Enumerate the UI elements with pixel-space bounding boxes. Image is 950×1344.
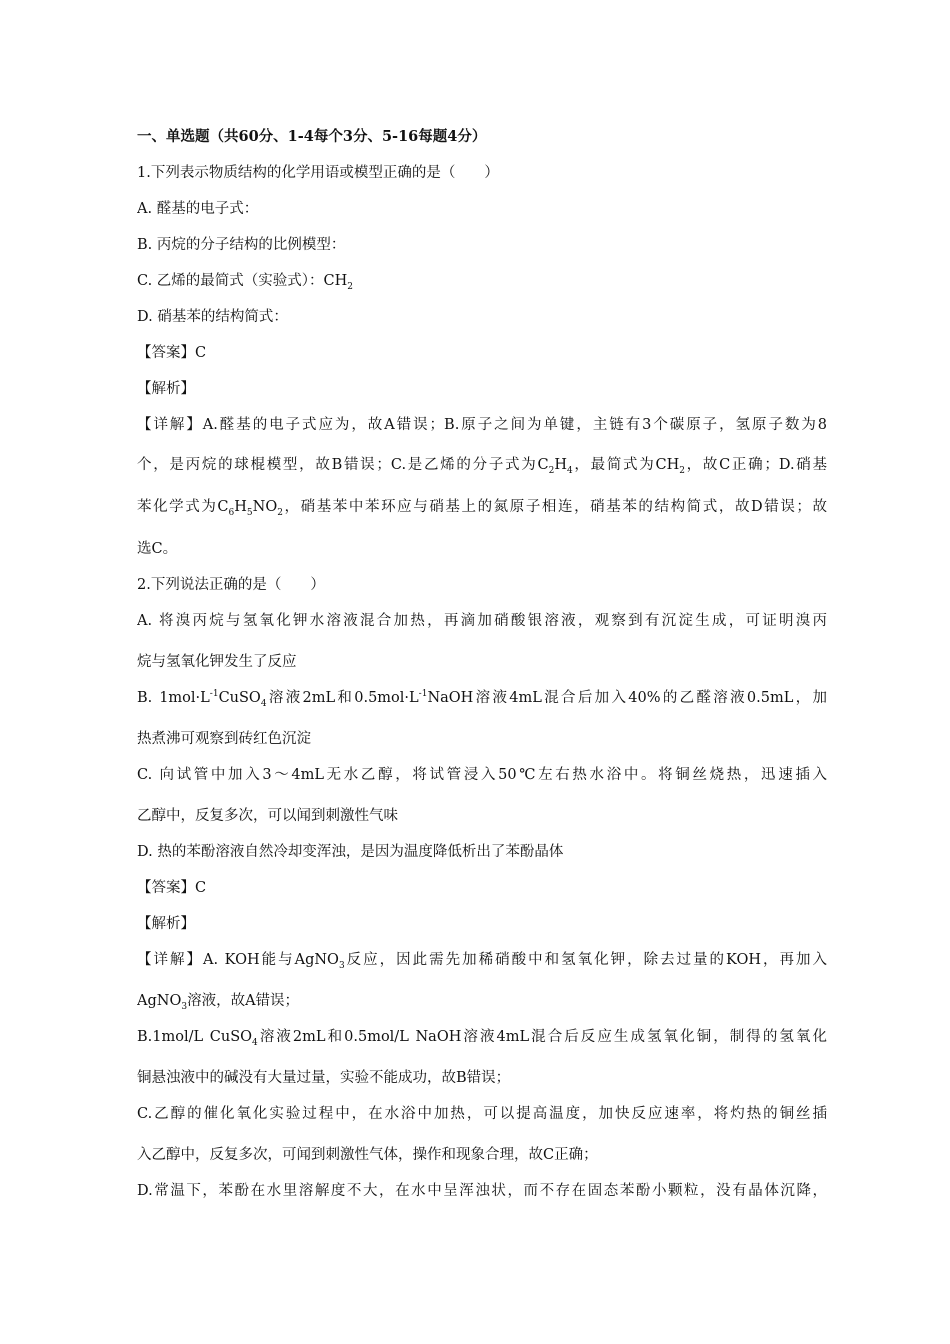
question-2-detail-a-line-1: 【详解】A. KOH能与AgNO$_3$反应，因此需先加稀硝酸中和氢氧化钾，除去过量的KOH，再加入 xyxy=(137,952,827,970)
question-1-detail-line-4: 选C。 xyxy=(137,541,178,557)
question-1-analysis-label: 【解析】 xyxy=(137,381,195,397)
question-1-answer: 【答案】C xyxy=(137,345,207,361)
question-1-option-b: B. 丙烷的分子结构的比例模型： xyxy=(137,237,346,253)
question-2-option-d: D. 热的苯酚溶液自然冷却变浑浊，是因为温度降低析出了苯酚晶体 xyxy=(137,844,564,860)
question-1-option-d: D. 硝基苯的结构简式： xyxy=(137,309,288,325)
section-title: 一、单选题（共60分、1-4每个3分、5-16每题4分） xyxy=(137,128,487,145)
question-2-detail-c-line-1: C.乙醇的催化氧化实验过程中，在水浴中加热，可以提高温度，加快反应速率，将灼热的铜丝插 xyxy=(137,1106,827,1122)
question-2-answer: 【答案】C xyxy=(137,880,207,896)
question-1-stem: 1.下列表示物质结构的化学用语或模型正确的是（ ） xyxy=(137,165,499,181)
question-2-detail-b-line-2: 铜悬浊液中的碱没有大量过量，实验不能成功，故B错误； xyxy=(137,1070,511,1086)
question-2-analysis-label: 【解析】 xyxy=(137,916,195,932)
question-2-detail-b-line-1: B.1mol/L CuSO$_4$溶液2mL和0.5mol/L NaOH溶液4mL混合后反应生成氢氧化铜，制得的氢氧化 xyxy=(137,1029,827,1047)
question-2-option-c-line-2: 乙醇中，反复多次，可以闻到刺激性气味 xyxy=(137,808,398,824)
question-1-option-a: A. 醛基的电子式： xyxy=(137,201,259,217)
question-1-detail-line-1: 【详解】A.醛基的电子式应为，故A错误；B.原子之间为单键，主链有3个碳原子，氢原子数为8 xyxy=(137,417,827,433)
question-2-detail-d-line-1: D.常温下，苯酚在水里溶解度不大，在水中呈浑浊状，而不存在固态苯酚小颗粒，没有晶体沉降， xyxy=(137,1183,827,1199)
question-2-option-b-line-1: B. $1mol\cdot L^{-1}CuSO_4$溶液2mL和$0.5mol\cdot L^{-1}NaOH$溶液4mL混合后加入40%的乙醛溶液0.5mL，加 xyxy=(137,689,827,708)
question-2-option-a-line-1: A. 将溴丙烷与氢氧化钾水溶液混合加热，再滴加硝酸银溶液，观察到有沉淀生成，可证明溴丙 xyxy=(137,613,827,629)
question-1-detail-line-3: 苯化学式为$C_6H_5NO_2$，硝基苯中苯环应与硝基上的氮原子相连，硝基苯的结构简式，故D错误；故 xyxy=(137,499,827,517)
question-1-option-c: C. 乙烯的最简式（实验式）：$CH_2$ xyxy=(137,273,354,291)
question-2-option-c-line-1: C. 向试管中加入3～4mL无水乙醇，将试管浸入50℃左右热水浴中。将铜丝烧热，迅速插入 xyxy=(137,767,827,783)
question-2-detail-a-line-2: AgNO$_3$溶液，故A错误； xyxy=(137,993,300,1011)
question-1-detail-line-2: 个，是丙烷的球棍模型，故B错误；C.是乙烯的分子式为$C_2H_4$，最简式为$CH_2$，故C正确；D.硝基 xyxy=(137,457,827,475)
question-2-option-b-line-2: 热煮沸可观察到砖红色沉淀 xyxy=(137,731,311,747)
question-2-detail-c-line-2: 入乙醇中，反复多次，可闻到刺激性气体，操作和现象合理，故C正确； xyxy=(137,1147,598,1163)
question-2-option-a-line-2: 烷与氢氧化钾发生了反应 xyxy=(137,654,297,670)
question-2-stem: 2.下列说法正确的是（ ） xyxy=(137,577,325,593)
